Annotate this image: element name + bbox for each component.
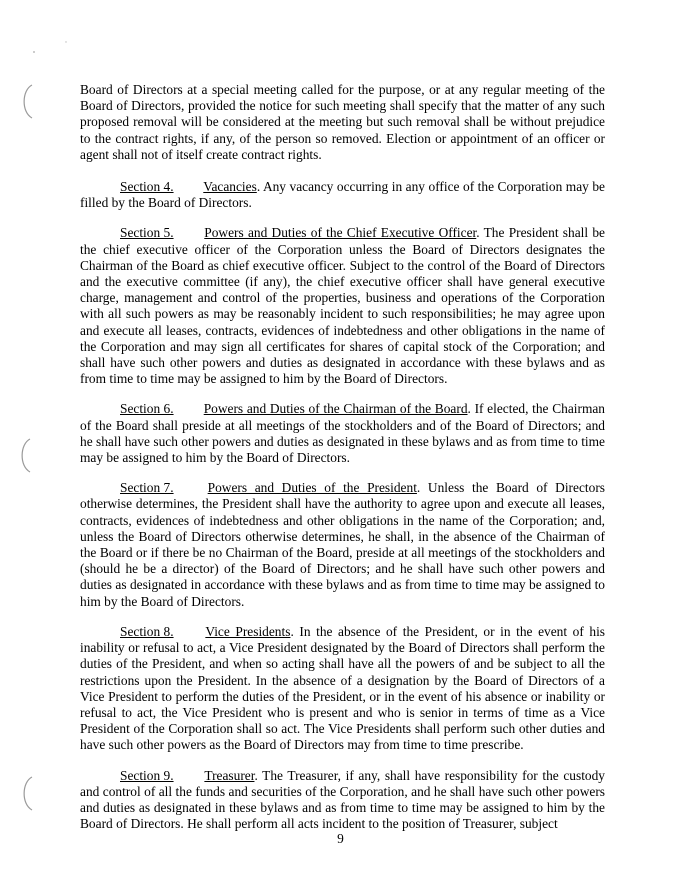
section-body: . Any vacancy occurring in any office of the Corporation may be filled by the Board of Directors. [80, 179, 605, 211]
section-title: Powers and Duties of the President [207, 480, 417, 496]
section-body: . The Treasurer, if any, shall have responsibility for the custody and control of all the funds and securities of the Corporation, and he shall have such other powers and duties as designated in these bylaws and as from time to time may be assigned to him by the Board of Directors. He shall perform all acts incident to the position of Treasurer, subject [80, 767, 605, 832]
section-label: Section 6. [120, 401, 174, 417]
binder-hole-mark-top [16, 82, 36, 122]
section-label: Section 9. [120, 767, 174, 783]
binder-hole-mark-bottom [16, 774, 36, 814]
section-body: . If elected, the Chairman of the Board shall preside at all meetings of the stockholders and of the Board of Directors; and he shall have such other powers and duties as designated in these bylaws and as from time to time may be assigned to him by the Board of Directors. [80, 401, 605, 466]
section-title: Treasurer [204, 767, 255, 783]
section-5-paragraph [80, 225, 605, 387]
section-body: . In the absence of the President, or in the event of his inability or refusal to act, a Vice President designated by the Board of Directors shall perform the duties of the President, and when so acting shall have all the powers of and be subject to all the restrictions upon the President. In the absence of a designation by the Board of Directors of a Vice President to perform the duties of the President, or in the event of his absence or inability or refusal to act, the Vice President who is present and who is senior in terms of time as a Vice President of the Corporation shall so act. The Vice Presidents shall perform such other duties and have such other powers as the Board of Directors may from time to time prescribe. [80, 623, 605, 753]
section-label: Section 7. [120, 480, 174, 496]
section-label: Section 5. [120, 225, 174, 241]
section-6-paragraph [80, 401, 605, 466]
section-title: Powers and Duties of the Chief Executive Officer [204, 225, 477, 241]
page-number: 9 [337, 831, 344, 846]
section-7-paragraph [80, 480, 605, 610]
binder-hole-mark-middle [14, 436, 34, 476]
section-4-paragraph [80, 179, 605, 211]
section-label: Section 4. [120, 179, 174, 195]
section-title: Vacancies [203, 179, 257, 195]
section-label: Section 8. [120, 623, 174, 639]
opening-paragraph: Board of Directors at a special meeting called for the purpose, or at any regular meeting of the Board of Directors, provided the notice for such meeting shall specify that the matter of any such proposed removal will be considered at the meeting but such removal shall be without prejudice to the contract rights, if any, of the person so removed. Election or appointment of an officer or agent shall not of itself create contract rights. [80, 82, 605, 162]
scan-speck [30, 40, 70, 60]
section-title: Vice Presidents [205, 623, 291, 639]
section-9-paragraph [80, 768, 605, 833]
section-body: . The President shall be the chief executive officer of the Corporation unless the Board of Directors designates the Chairman of the Board as chief executive officer. Subject to the control of the Board of Directors and the executive committee (if any), the chief executive officer shall have general executive charge, management and control of the properties, business and operations of the Corporation with all such powers as may be reasonably incident to such responsibilities; he may agree upon and execute all leases, contracts, evidences of indebtedness and other obligations in the name of the Corporation and may sign all certificates for shares of capital stock of the Corporation; and shall have such other powers and duties as designated in accordance with these bylaws and as from time to time may be assigned to him by the Board of Directors. [80, 225, 605, 387]
section-body: . Unless the Board of Directors otherwise determines, the President shall have the authority to agree upon and execute all leases, contracts, evidences of indebtedness and other obligations in the name of the Corporation; and, unless the Board of Directors otherwise determines, he shall, in the absence of the Chairman of the Board or if there be no Chairman of the Board, preside at all meetings of the stockholders and (should he be a director) of the Board of Directors; and he shall have such other powers and duties as designated in accordance with these bylaws and as from time to time may be assigned to him by the Board of Directors. [80, 480, 605, 609]
document-body [80, 82, 605, 846]
section-8-paragraph [80, 624, 605, 754]
section-title: Powers and Duties of the Chairman of the Board [203, 401, 468, 417]
